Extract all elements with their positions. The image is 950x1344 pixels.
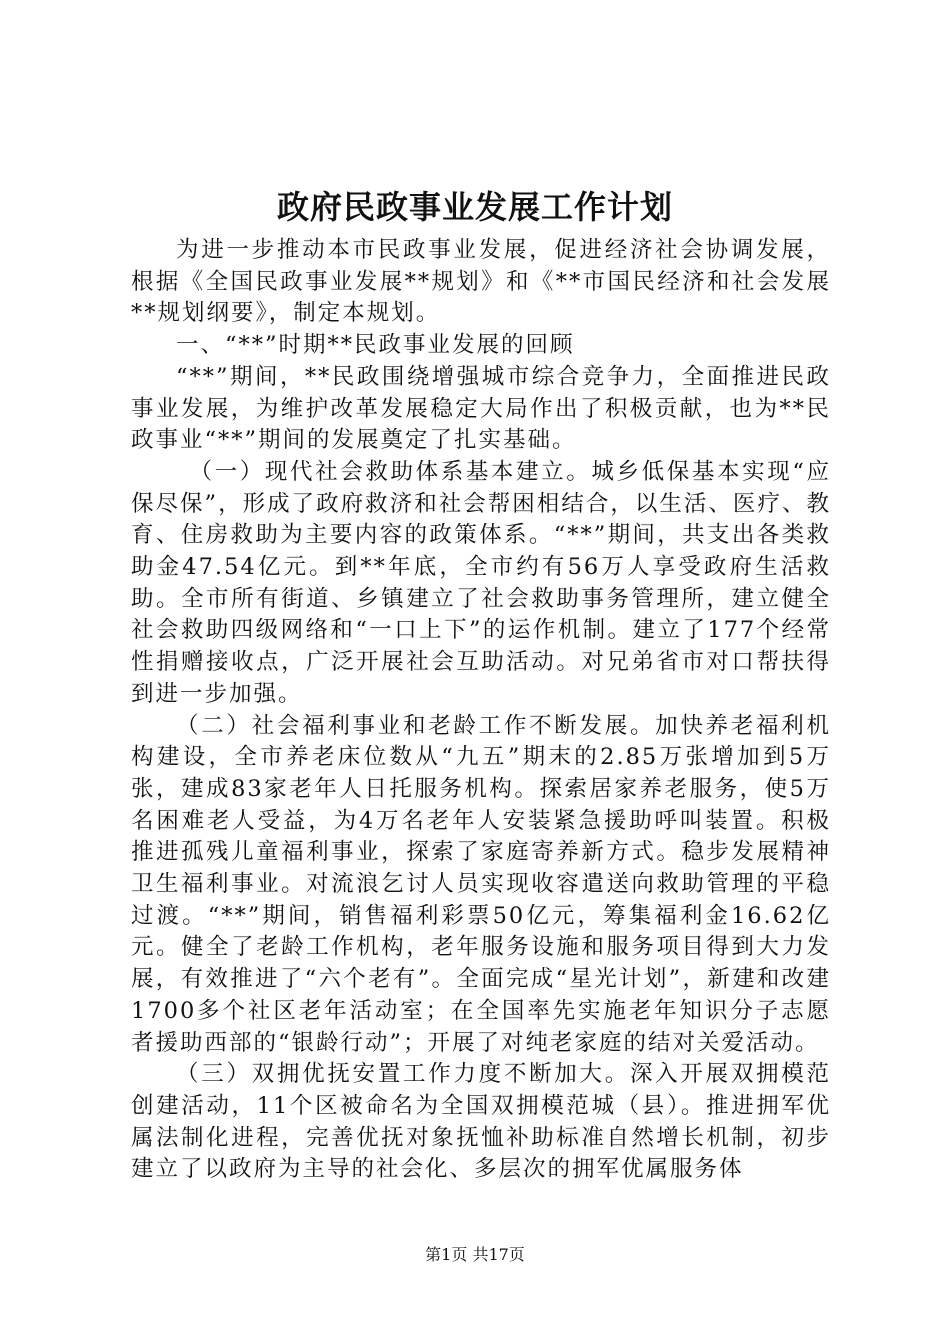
document-body [131,235,831,1186]
section-heading: 一、“**”时期**民政事业发展的回顾 [176,332,575,359]
intro-paragraph: 为进一步推动本市民政事业发展，促进经济社会协调发展，根据《全国民政事业发展**规划》和《**市国民经济和社会发展**规划纲要》，制定本规划。 [131,237,831,327]
social-assistance-paragraph: （一）现代社会救助体系基本建立。城乡低保基本实现“应保尽保”，形成了政府救济和社会帮困相结合，以生活、医疗、教育、住房救助为主要内容的政策体系。“**”期间，共支出各类救助金47.54亿元。到**年底，全市约有56万人享受政府生活救助。全市所有街道、乡镇建立了社会救助事务管理所，建立健全社会救助四级网络和“一口上下”的运作机制。建立了177个经常性捐赠接收点，广泛开展社会互助活动。对兄弟省市对口帮扶得到进一步加强。 [131,458,831,707]
review-paragraph: “**”期间，**民政围绕增强城市综合竞争力，全面推进民政事业发展，为维护改革发展稳定大局作出了积极贡献，也为**民政事业“**”期间的发展奠定了扎实基础。 [131,363,831,454]
page-number-footer: 第1页 共17页 [425,1245,525,1264]
document-title: 政府民政事业发展工作计划 [276,188,673,226]
welfare-paragraph: （二）社会福利事业和老龄工作不断发展。加快养老福利机构建设，全市养老床位数从“九五”期末的2.85万张增加到5万张，建成83家老年人日托服务机构。探索居家养老服务，使5万名困难老人受益，为4万名老年人安装紧急援助呼叫装置。积极推进孤残儿童福利事业，探索了家庭寄养新方式。稳步发展精神卫生福利事业。对流浪乞讨人员实现收容遣送向救助管理的平稳过渡。“**”期间，销售福利彩票50亿元，筹集福利金16.62亿元。健全了老龄工作机构，老年服务设施和服务项目得到大力发展，有效推进了“六个老有”。全面完成“星光计划”，新建和改建1700多个社区老年活动室；在全国率先实施老年知识分子志愿者援助西部的“银龄行动”；开展了对纯老家庭的结对关爱活动。 [131,712,831,1056]
military-support-paragraph: （三）双拥优抚安置工作力度不断加大。深入开展双拥模范创建活动，11个区被命名为全国双拥模范城（县）。推进拥军优属法制化进程，完善优抚对象抚恤补助标准自然增长机制，初步建立了以政府为主导的社会化、多层次的拥军优属服务体 [131,1061,831,1183]
